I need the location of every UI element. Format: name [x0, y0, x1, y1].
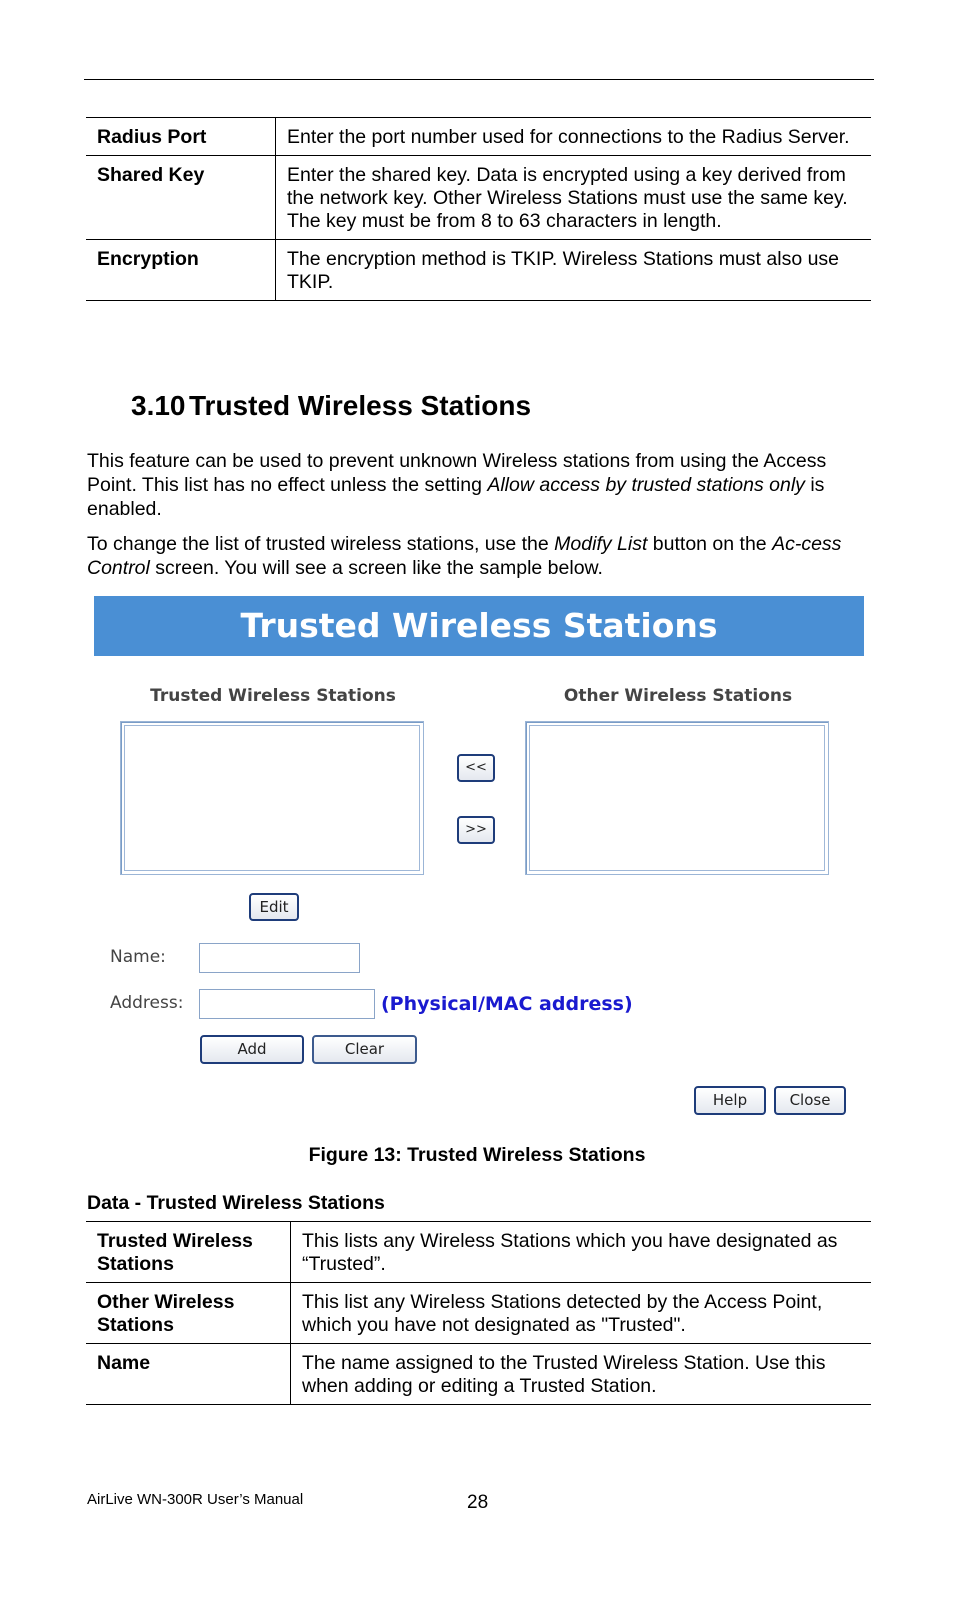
description-cell: The name assigned to the Trusted Wireless Station. Use this when adding or editing a Trusted Station. [302, 1352, 826, 1397]
page-number: 28 [467, 1492, 489, 1513]
move-to-trusted-button[interactable]: << [457, 754, 495, 782]
trusted-list-label: Trusted Wireless Stations [150, 686, 396, 706]
figure-caption: Figure 13: Trusted Wireless Stations [308, 1144, 646, 1166]
emphasis-text: Ac-cess Control [87, 533, 842, 579]
text-run: This feature can be used to prevent unknown Wireless stations from using the Access Point. This list has no effect unless the setting [87, 450, 827, 496]
move-to-other-button[interactable]: >> [457, 816, 495, 844]
description-cell: This list any Wireless Stations detected by the Access Point, which you have not designated as "Trusted". [302, 1291, 823, 1336]
text-run: To change the list of trusted wireless stations, use the [87, 533, 555, 555]
close-button[interactable]: Close [774, 1086, 846, 1115]
term-cell: Shared Key [86, 156, 276, 240]
footer-manual-title: AirLive WN-300R User’s Manual [87, 1491, 304, 1508]
table-row [86, 240, 871, 301]
text-run: button on the [647, 533, 773, 555]
list-frame [529, 725, 825, 871]
mac-address-hint: (Physical/MAC address) [381, 993, 633, 1015]
help-button[interactable]: Help [694, 1086, 766, 1115]
term-cell: Name [86, 1344, 291, 1405]
edit-button[interactable]: Edit [249, 893, 299, 921]
name-input[interactable] [199, 943, 360, 973]
instruction-paragraph [87, 532, 872, 580]
term-cell: Encryption [86, 240, 276, 301]
clear-button[interactable]: Clear [312, 1035, 417, 1064]
text-run: screen. You will see a screen like the sample below. [149, 557, 603, 579]
add-button[interactable]: Add [200, 1035, 304, 1064]
data-table [86, 1221, 871, 1405]
table-row [86, 1222, 871, 1283]
section-number: 3.10 [131, 390, 186, 421]
text-run: is enabled. [87, 474, 825, 520]
emphasis-text: Allow access by trusted stations only [487, 474, 805, 496]
description-cell: Enter the port number used for connections to the Radius Server. [287, 126, 850, 148]
emphasis-text: Modify List [554, 533, 648, 555]
other-stations-list[interactable] [525, 721, 829, 875]
description-cell: Enter the shared key. Data is encrypted using a key derived from the network key. Other Wireless Stations must use the same key. The key must be from 8 to 63 characters in length. [287, 164, 848, 232]
trusted-stations-list[interactable] [120, 721, 424, 875]
term-cell: Other Wireless Stations [86, 1283, 291, 1344]
data-table-title: Data - Trusted Wireless Stations [87, 1192, 385, 1214]
trusted-stations-screenshot [94, 596, 864, 1126]
section-title: Trusted Wireless Stations [189, 390, 532, 421]
intro-paragraph [87, 449, 872, 521]
screen-banner: Trusted Wireless Stations [94, 596, 864, 656]
term-cell: Radius Port [86, 118, 276, 156]
address-input[interactable] [199, 989, 375, 1019]
table-row [86, 1283, 871, 1344]
other-list-label: Other Wireless Stations [563, 686, 793, 706]
settings-table [86, 117, 871, 301]
address-label: Address: [110, 993, 184, 1013]
table-row [86, 1344, 871, 1405]
table-row [86, 118, 871, 156]
header-rule [84, 79, 874, 80]
description-cell: This lists any Wireless Stations which you have designated as “Trusted”. [302, 1230, 838, 1275]
description-cell: The encryption method is TKIP. Wireless Stations must also use TKIP. [287, 248, 840, 293]
name-label: Name: [110, 947, 166, 967]
list-frame [124, 725, 420, 871]
section-heading [131, 390, 531, 422]
term-cell: Trusted Wireless Stations [86, 1222, 291, 1283]
table-row [86, 156, 871, 240]
